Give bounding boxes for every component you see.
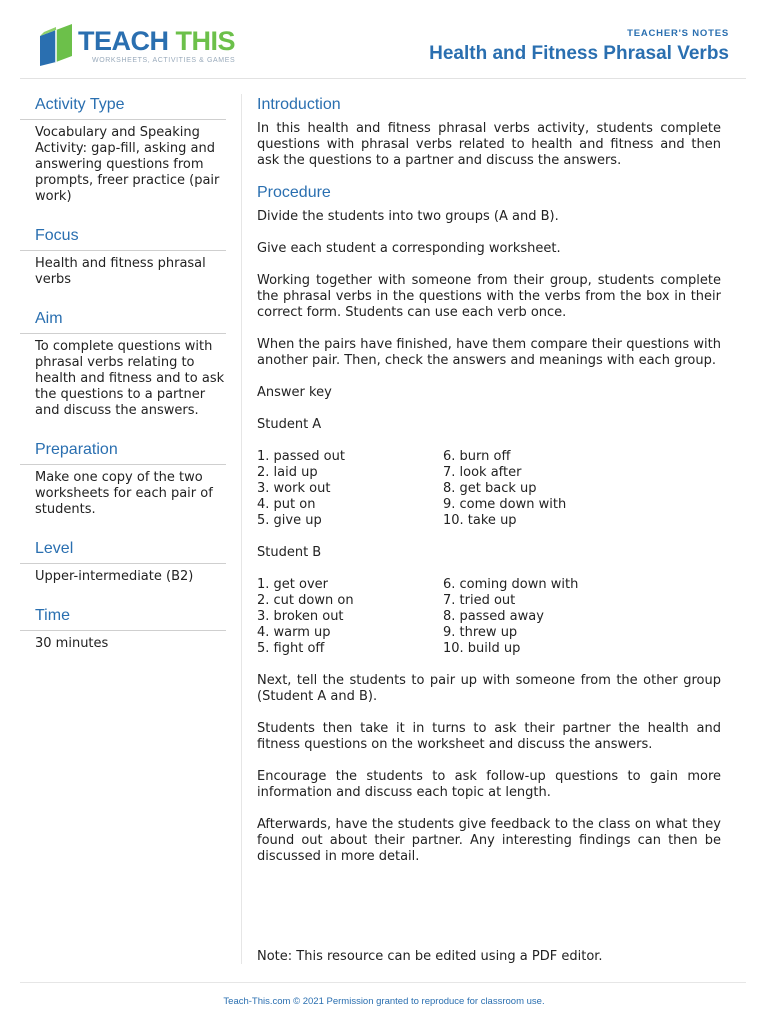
answer-key-label: Answer key	[257, 385, 332, 400]
page-footer: Teach-This.com © 2021 Permission granted to reproduce for classroom use.	[223, 996, 545, 1007]
answer-column-right	[443, 577, 721, 657]
answer-item: 10. take up	[443, 513, 517, 528]
sidebar-body: Vocabulary and Speaking Activity: gap-fill, asking and answering questions from prompts, freer practice (pair work)	[35, 125, 220, 204]
sidebar-heading: Focus	[20, 225, 226, 251]
procedure-step: Students then take it in turns to ask their partner the health and fitness questions on the worksheet and discuss the answers.	[257, 721, 721, 752]
procedure-step: Give each student a corresponding worksheet.	[257, 241, 561, 256]
answer-item: 7. tried out	[443, 593, 516, 608]
sidebar-section-time	[20, 605, 226, 652]
sidebar-heading: Aim	[20, 308, 226, 334]
logo-word-this: THIS	[175, 26, 236, 56]
sidebar-section-activity-type	[20, 94, 226, 205]
answer-item: 5. fight off	[257, 641, 325, 656]
procedure-step: Afterwards, have the students give feedback to the class on what they found out about their partner. Any interesting findings can then be discussed in more detail.	[257, 817, 721, 864]
sidebar-heading: Time	[20, 605, 226, 631]
sidebar-body: 30 minutes	[35, 636, 109, 651]
answer-item: 6. coming down with	[443, 577, 579, 592]
sidebar-section-preparation	[20, 439, 226, 518]
answer-item: 3. work out	[257, 481, 331, 496]
procedure-step: Divide the students into two groups (A and B).	[257, 209, 559, 224]
footer-divider	[20, 982, 746, 983]
logo-tagline: WORKSHEETS, ACTIVITIES & GAMES	[92, 57, 236, 64]
answer-item: 8. get back up	[443, 481, 537, 496]
student-b-answers	[257, 577, 721, 657]
editor-note: Note: This resource can be edited using a PDF editor.	[257, 949, 603, 964]
page-title: Health and Fitness Phrasal Verbs	[429, 43, 729, 64]
student-a-label: Student A	[257, 417, 322, 432]
answer-item: 9. threw up	[443, 625, 518, 640]
student-a-answers	[257, 449, 721, 529]
page-header	[20, 0, 746, 79]
introduction-heading: Introduction	[257, 96, 341, 113]
sidebar-heading: Activity Type	[20, 94, 226, 120]
procedure-step: Encourage the students to ask follow-up questions to gain more information and discuss each topic at length.	[257, 769, 721, 800]
procedure-step: Working together with someone from their group, students complete the phrasal verbs in the questions with the verbs from the box in their correct form. Students can use each verb once.	[257, 273, 721, 320]
introduction-text: In this health and fitness phrasal verbs activity, students complete questions with phrasal verbs related to health and fitness and then ask the questions to a partner and discuss the answers.	[257, 121, 721, 168]
answer-item: 4. put on	[257, 497, 316, 512]
answer-item: 1. get over	[257, 577, 329, 592]
answer-item: 3. broken out	[257, 609, 344, 624]
answer-item: 8. passed away	[443, 609, 544, 624]
answer-item: 7. look after	[443, 465, 522, 480]
procedure-heading: Procedure	[257, 184, 331, 201]
answer-item: 1. passed out	[257, 449, 345, 464]
logo-wordmark	[78, 26, 235, 56]
sidebar-section-aim	[20, 308, 226, 419]
answer-column-right	[443, 449, 721, 529]
sidebar-body: To complete questions with phrasal verbs relating to health and fitness and to ask the questions to a partner and discuss the answers.	[35, 339, 225, 418]
sidebar	[20, 94, 226, 672]
answer-item: 5. give up	[257, 513, 322, 528]
procedure-step: When the pairs have finished, have them compare their questions with another pair. Then, check the answers and meanings with each group.	[257, 337, 721, 368]
book-logo-icon	[36, 22, 76, 68]
answer-column-left	[257, 577, 443, 657]
answer-item: 10. build up	[443, 641, 521, 656]
answer-item: 9. come down with	[443, 497, 567, 512]
sidebar-body: Upper-intermediate (B2)	[35, 569, 194, 584]
logo-word-teach: TEACH	[78, 26, 169, 56]
sidebar-body: Make one copy of the two worksheets for each pair of students.	[35, 470, 213, 517]
main-content	[257, 94, 721, 881]
column-divider	[241, 94, 242, 964]
teach-this-logo	[36, 22, 236, 68]
sidebar-heading: Preparation	[20, 439, 226, 465]
teachers-notes-label: TEACHER'S NOTES	[627, 28, 729, 39]
answer-item: 4. warm up	[257, 625, 331, 640]
student-b-label: Student B	[257, 545, 322, 560]
answer-item: 6. burn off	[443, 449, 511, 464]
answer-column-left	[257, 449, 443, 529]
answer-item: 2. cut down on	[257, 593, 354, 608]
sidebar-heading: Level	[20, 538, 226, 564]
sidebar-section-focus	[20, 225, 226, 288]
answer-item: 2. laid up	[257, 465, 318, 480]
sidebar-section-level	[20, 538, 226, 585]
sidebar-body: Health and fitness phrasal verbs	[35, 256, 206, 287]
procedure-step: Next, tell the students to pair up with someone from the other group (Student A and B).	[257, 673, 721, 704]
